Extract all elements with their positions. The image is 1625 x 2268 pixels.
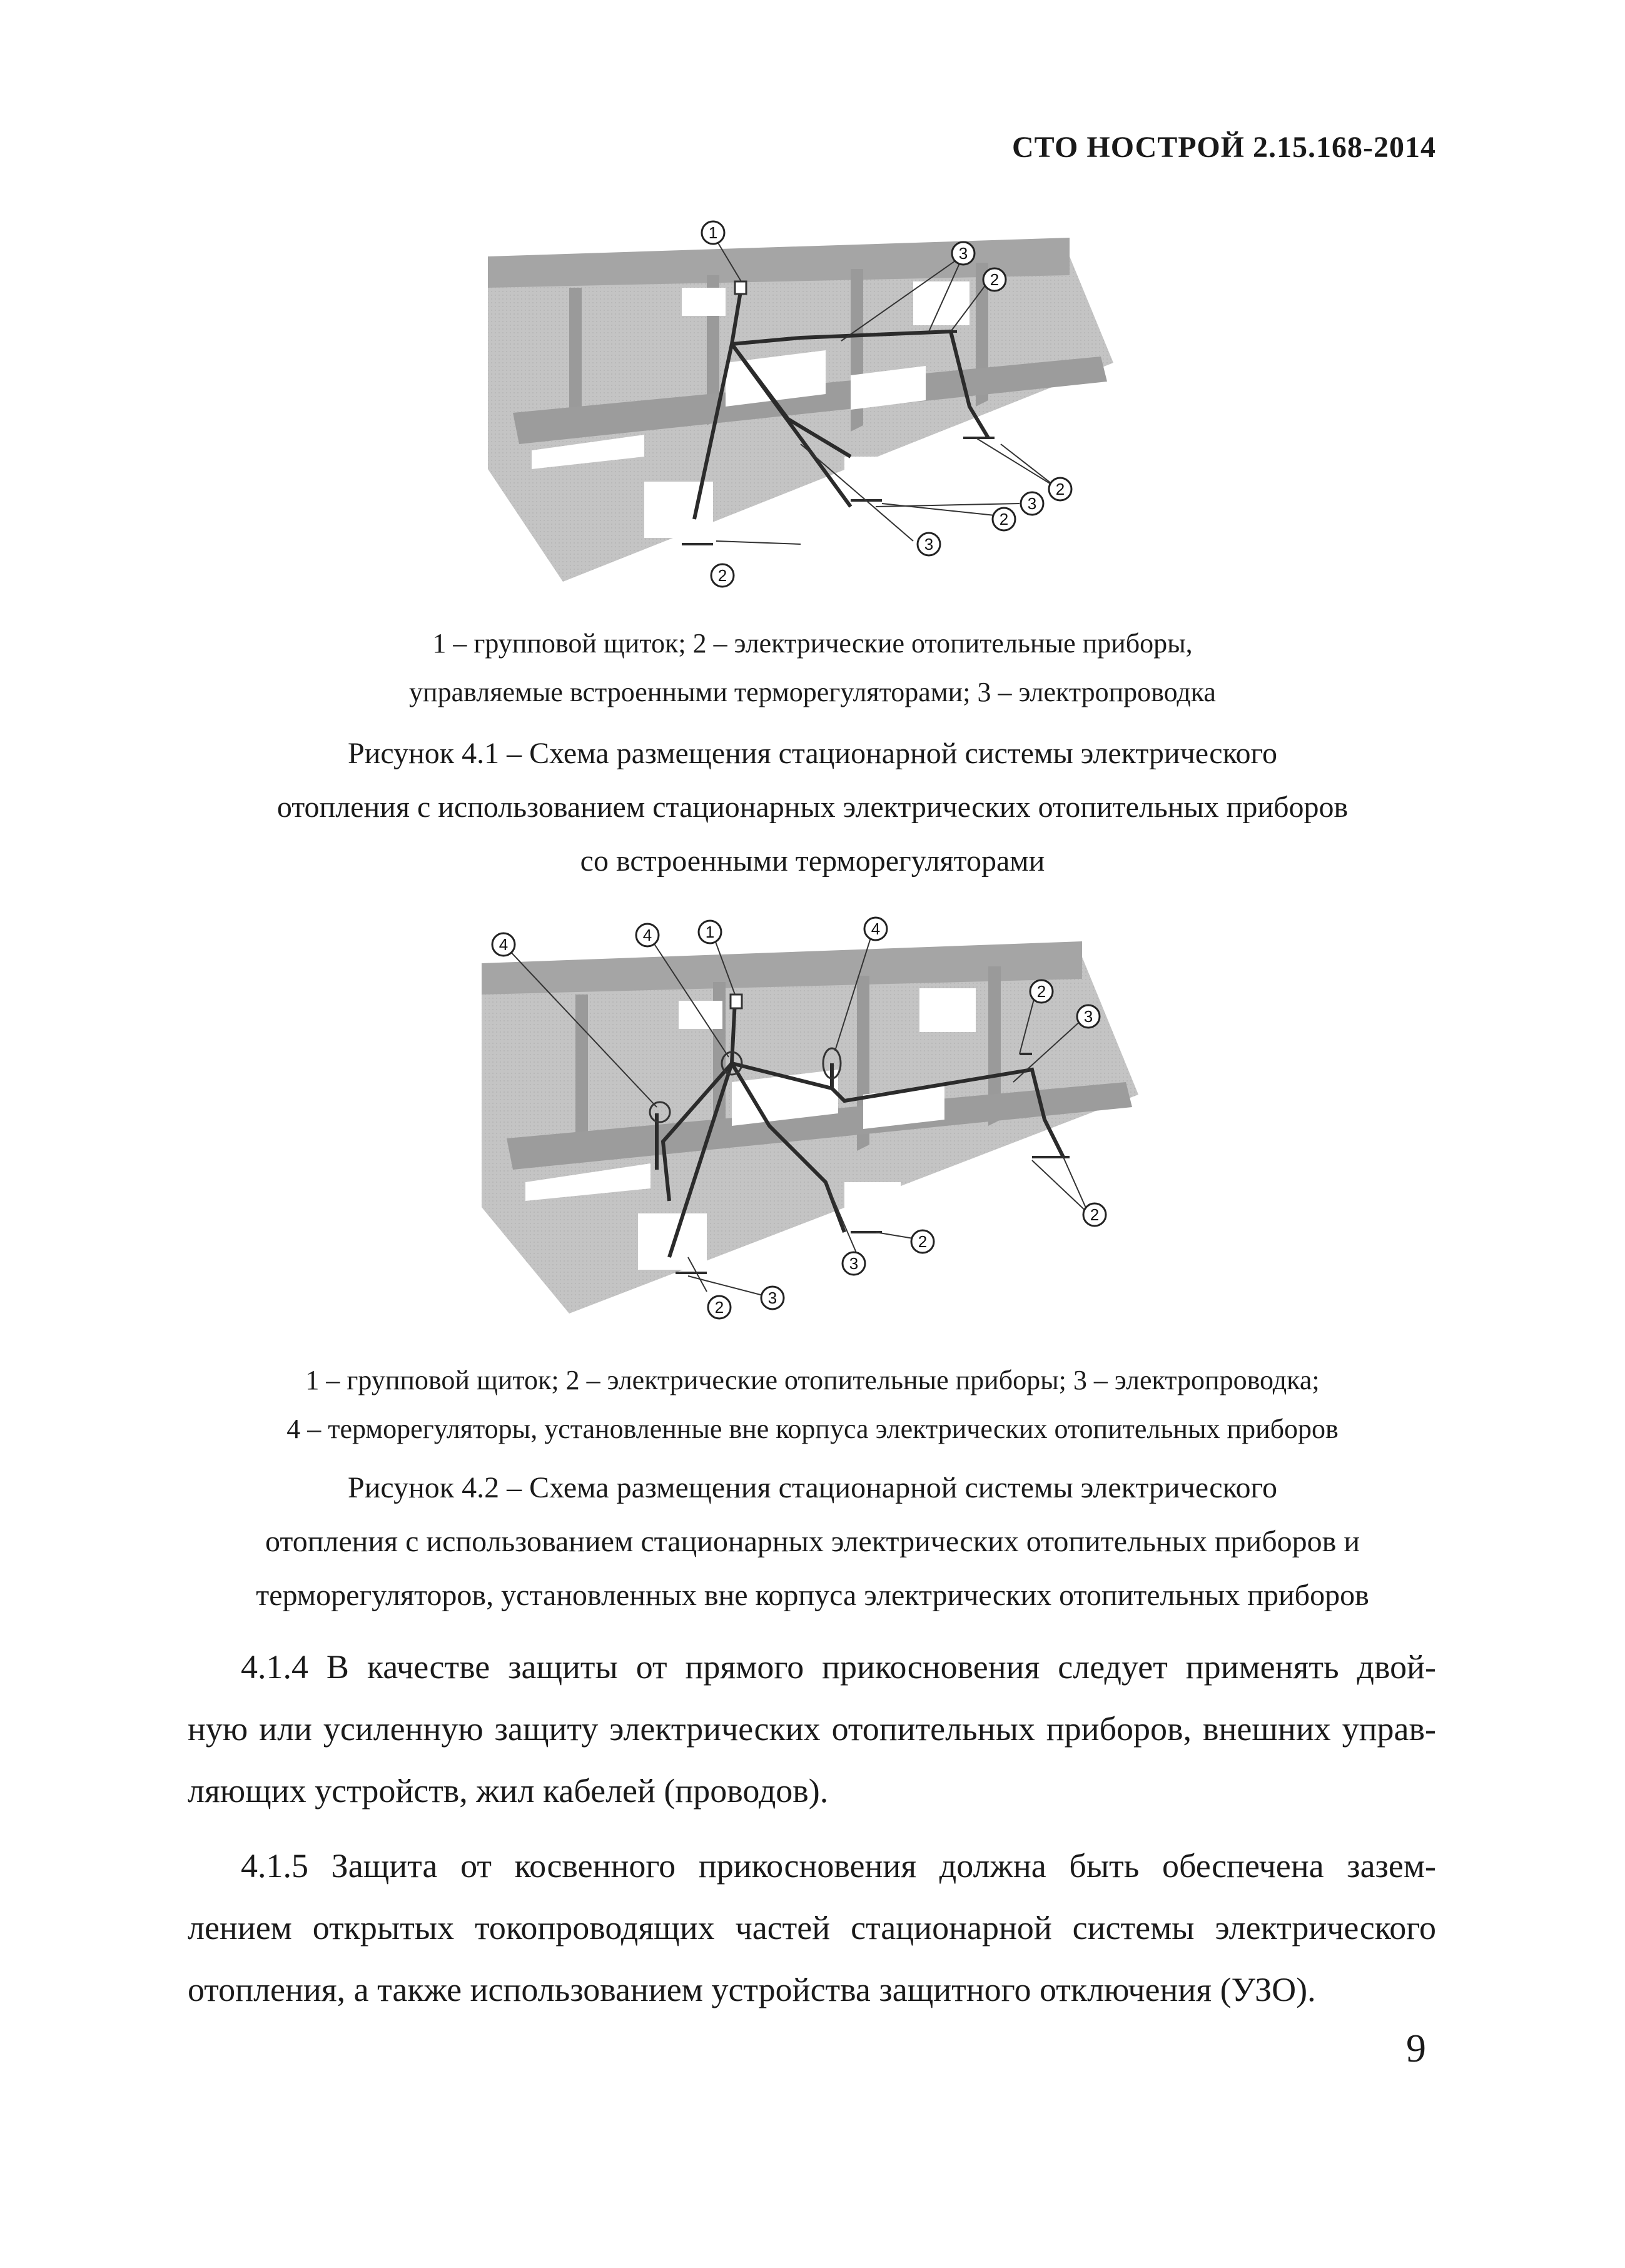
caption-line: Рисунок 4.2 – Схема размещения стационарной системы электрического — [348, 1471, 1277, 1504]
paragraph-line: ную или усиленную защиту электрических отопительных приборов, внешних управ- — [188, 1710, 1436, 1748]
paragraph-4-1-5 — [188, 1835, 1436, 2021]
caption-line: Рисунок 4.1 – Схема размещения стационарной системы электрического — [348, 737, 1277, 770]
svg-text:3: 3 — [849, 1254, 859, 1273]
paragraph-4-1-4 — [188, 1636, 1436, 1822]
svg-text:2: 2 — [714, 1298, 724, 1317]
svg-text:3: 3 — [1083, 1007, 1093, 1026]
svg-text:2: 2 — [717, 566, 727, 585]
figure-4-2-legend — [0, 1356, 1625, 1454]
svg-text:3: 3 — [924, 535, 934, 554]
svg-text:4: 4 — [499, 935, 509, 954]
page-number: 9 — [1406, 2026, 1426, 2070]
svg-text:2: 2 — [1036, 982, 1046, 1001]
caption-line: отопления с использованием стационарных электрических отопительных приборов — [276, 791, 1349, 824]
svg-text:1: 1 — [708, 223, 718, 242]
legend-line: управляемые встроенными терморегуляторами; 3 – электропроводка — [409, 677, 1216, 707]
caption-line: со встроенными терморегуляторами — [580, 844, 1045, 878]
legend-line: 4 – терморегуляторы, установленные вне корпуса электрических отопительных приборов — [286, 1414, 1339, 1444]
svg-text:4: 4 — [642, 926, 652, 944]
paragraph-line: лением открытых токопроводящих частей стационарной системы электрического — [188, 1909, 1436, 1947]
caption-line: отопления с использованием стационарных электрических отопительных приборов и — [265, 1525, 1360, 1558]
svg-text:3: 3 — [958, 244, 968, 263]
legend-line: 1 – групповой щиток; 2 – электрические отопительные приборы, — [432, 628, 1193, 659]
figure-4-2-diagram — [469, 907, 1157, 1339]
svg-text:2: 2 — [990, 270, 1000, 289]
svg-text:2: 2 — [999, 510, 1009, 529]
figure-4-2-caption — [0, 1461, 1625, 1623]
floor-plan-3d-illustration — [469, 907, 1157, 1339]
paragraph-line: 4.1.5 Защита от косвенного прикосновения должна быть обеспечена зазем- — [241, 1847, 1436, 1885]
figure-4-1-caption — [0, 727, 1625, 888]
floor-plan-3d-illustration — [475, 219, 1126, 607]
document-header: СТО НОСТРОЙ 2.15.168-2014 — [1011, 131, 1436, 164]
paragraph-line: ляющих устройств, жил кабелей (проводов). — [188, 1772, 829, 1810]
svg-text:1: 1 — [705, 923, 715, 941]
paragraph-line: отопления, а также использованием устройства защитного отключения (УЗО). — [188, 1971, 1316, 2008]
svg-text:3: 3 — [767, 1288, 777, 1307]
svg-text:2: 2 — [918, 1232, 928, 1251]
svg-text:4: 4 — [871, 919, 881, 938]
figure-4-1-legend — [0, 619, 1625, 717]
svg-text:2: 2 — [1090, 1205, 1100, 1224]
paragraph-line: 4.1.4 В качестве защиты от прямого прикосновения следует применять двой- — [241, 1648, 1436, 1686]
figure-4-1-diagram — [475, 219, 1126, 607]
caption-line: терморегуляторов, установленных вне корпуса электрических отопительных приборов — [256, 1579, 1369, 1612]
svg-text:2: 2 — [1055, 480, 1065, 499]
svg-text:3: 3 — [1027, 494, 1037, 513]
legend-line: 1 – групповой щиток; 2 – электрические отопительные приборы; 3 – электропроводка; — [305, 1365, 1320, 1395]
